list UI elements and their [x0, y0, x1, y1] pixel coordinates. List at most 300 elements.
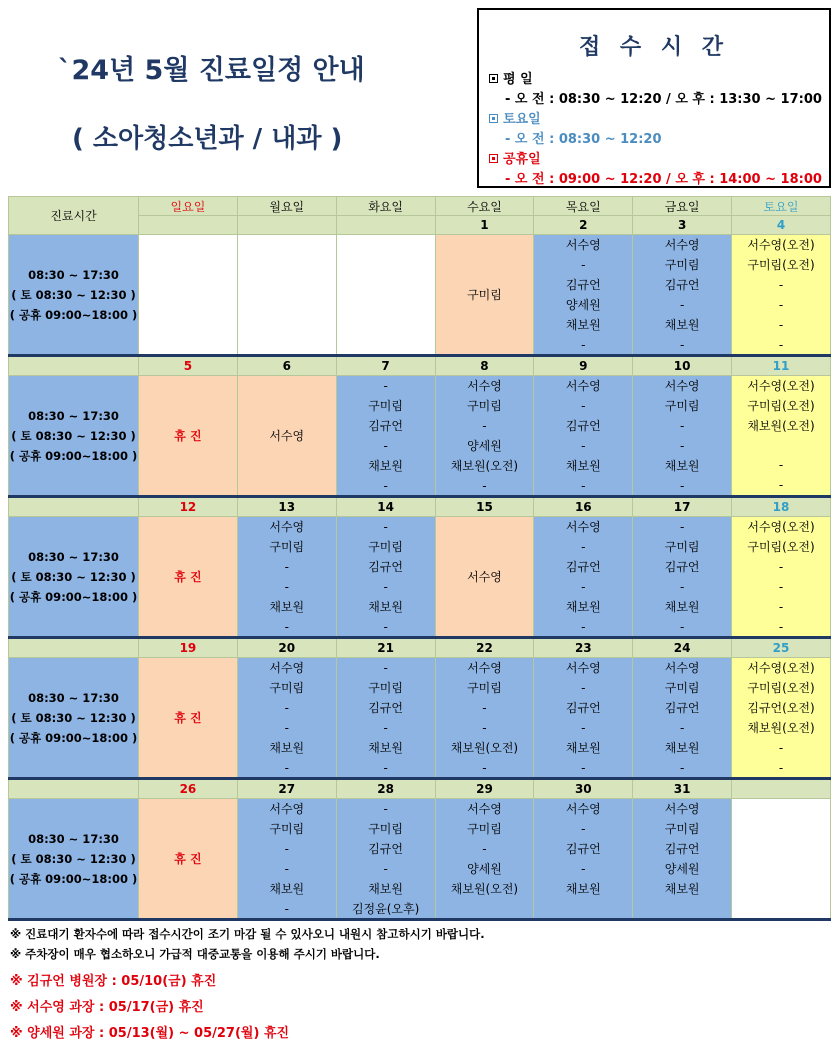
schedule-cell [534, 658, 633, 779]
clinic-hours-line: 08:30 ~ 17:30 [28, 690, 119, 705]
doctor-entry: - [581, 398, 586, 413]
doctor-entry: - [284, 559, 289, 574]
schedule-cell [237, 658, 336, 779]
doctor-entry: 서수영 [565, 237, 601, 252]
doctor-entry: 서수영 [664, 660, 700, 675]
schedule-cell [336, 799, 435, 920]
doctor-entry: 채보원 [664, 882, 700, 896]
date-number: 9 [534, 356, 633, 376]
weekday-label-row [489, 68, 533, 87]
date-number: 4 [732, 216, 831, 235]
doctor-entry: - [778, 579, 784, 594]
doctor-entry: - [778, 599, 784, 614]
note-parking: ※ 주차장이 매우 협소하오니 가급적 대중교통을 이용해 주시기 바랍니다. [10, 947, 380, 961]
doctor-entry: 채보원 [269, 740, 305, 755]
doctor-entry: 김규언 [368, 418, 403, 433]
doctor-entry: - [581, 619, 586, 634]
date-number: 11 [732, 356, 831, 376]
date-number: 17 [633, 497, 732, 517]
doctor-entry: - [679, 720, 685, 735]
schedule-cell [534, 517, 633, 638]
clinic-hours-line: ( 토 08:30 ~ 12:30 ) [11, 851, 136, 866]
doctor-entry: 서수영(오전) [747, 519, 815, 534]
holiday-hours: - 오 전 : 09:00 ~ 12:20 / 오 후 : 14:00 ~ 18:00 [505, 172, 822, 187]
schedule-cell [732, 517, 831, 638]
date-number: 23 [534, 638, 633, 658]
day-header: 토요일 [732, 197, 831, 216]
doctor-entry: 구미림 [664, 398, 700, 413]
doctor-entry: 채보원(오전) [450, 458, 519, 473]
schedule-cell [435, 376, 534, 497]
schedule-cell-content [436, 235, 534, 354]
doctor-entry: 채보원 [565, 599, 601, 614]
schedule-cell-content [139, 517, 237, 636]
doctor-entry: 휴 진 [174, 852, 202, 866]
reception-title: 접 수 시 간 [579, 35, 729, 60]
doctor-entry: - [383, 438, 388, 453]
doctor-entry: 구미림 [664, 822, 700, 836]
doctor-entry: - [482, 700, 487, 715]
doctor-entry: 서수영 [269, 519, 305, 534]
date-number: 6 [237, 356, 336, 376]
schedule-cell-content [139, 799, 237, 918]
day-header: 목요일 [534, 197, 633, 216]
date-number [139, 216, 238, 235]
doctor-entry: - [778, 559, 784, 574]
doctor-entry: 구미림 [467, 288, 502, 302]
day-header: 일요일 [139, 197, 238, 216]
closure-note-3: ※ 양세원 과장 : 05/13(월) ~ 05/27(월) 휴진 [10, 1026, 290, 1041]
doctor-entry: 채보원(오전) [450, 882, 519, 896]
doctor-entry: - [383, 720, 388, 735]
doctor-entry [534, 899, 632, 918]
date-number: 24 [633, 638, 732, 658]
doctor-entry: - [383, 579, 388, 594]
schedule-cell-content [139, 235, 237, 354]
doctor-entry: 구미림(오전) [747, 257, 815, 272]
doctor-entry: 김규언 [565, 700, 601, 715]
doctor-entry: 서수영 [269, 801, 305, 816]
doctor-entry: 채보원 [664, 599, 700, 614]
doctor-entry: 구미림 [467, 680, 502, 695]
doctor-entry: - [383, 760, 388, 775]
schedule-cell [237, 235, 336, 356]
doctor-entry: - [581, 720, 586, 735]
schedule-cell [139, 658, 238, 779]
clinic-hours-line: ( 공휴 09:00~18:00 ) [9, 589, 138, 604]
schedule-cell [633, 235, 732, 356]
doctor-entry: 채보원 [368, 881, 403, 896]
schedule-cell [534, 799, 633, 920]
schedule-cell [633, 658, 732, 779]
date-number: 12 [139, 497, 238, 517]
date-number: 30 [534, 779, 633, 799]
doctor-entry: 구미림 [368, 680, 403, 695]
doctor-entry: 채보원(오전) [747, 419, 815, 433]
doctor-entry: - [778, 740, 784, 755]
date-number: 21 [336, 638, 435, 658]
doctor-entry: 서수영(오전) [747, 660, 815, 675]
date-number: 20 [237, 638, 336, 658]
doctor-entry: 서수영(오전) [747, 379, 815, 393]
clinic-hours-line: ( 토 08:30 ~ 12:30 ) [11, 710, 136, 725]
schedule-cell [435, 517, 534, 638]
doctor-entry: 양세원 [467, 438, 502, 453]
doctor-entry: 채보원(오전) [747, 720, 815, 735]
doctor-entry: - [581, 822, 586, 836]
date-row-blank [9, 356, 139, 376]
schedule-cell [633, 799, 732, 920]
doctor-entry: - [679, 297, 685, 312]
date-number [336, 216, 435, 235]
day-header: 화요일 [336, 197, 435, 216]
doctor-entry: - [581, 539, 586, 554]
doctor-entry: 서수영 [664, 237, 700, 252]
clinic-hours-line: 08:30 ~ 17:30 [28, 408, 119, 423]
schedule-cell [435, 799, 534, 920]
doctor-entry: 구미림(오전) [747, 539, 815, 554]
schedule-cell-content [337, 517, 435, 636]
schedule-cell [336, 658, 435, 779]
doctor-entry: 양세원 [467, 862, 502, 876]
schedule-cell [237, 376, 336, 497]
doctor-entry: 채보원 [368, 740, 403, 755]
schedule-cell-content [337, 376, 435, 495]
doctor-entry: - [778, 478, 784, 492]
doctor-entry: 김규언 [565, 842, 601, 856]
weekday-label: 평 일 [503, 72, 533, 87]
date-number: 18 [732, 497, 831, 517]
schedule-cell [237, 517, 336, 638]
date-row-blank [9, 779, 139, 799]
date-number: 29 [435, 779, 534, 799]
doctor-entry: 서수영 [664, 378, 700, 393]
schedule-cell [336, 517, 435, 638]
schedule-cell-content [633, 235, 731, 354]
square-bullet-icon [489, 114, 498, 123]
schedule-cell-content [732, 376, 830, 495]
schedule-cell-content [732, 235, 830, 354]
schedule-cell [534, 235, 633, 356]
holiday-label: 공휴일 [503, 152, 541, 167]
date-number [237, 216, 336, 235]
clinic-hours-cell [9, 658, 139, 779]
doctor-entry: - [482, 720, 487, 735]
doctor-entry: 휴 진 [174, 570, 202, 584]
doctor-entry: 채보원 [664, 458, 700, 473]
doctor-entry: - [581, 862, 586, 876]
square-bullet-icon [489, 74, 498, 83]
date-number: 8 [435, 356, 534, 376]
doctor-entry: 김규언 [664, 842, 700, 856]
schedule-cell-content [238, 235, 336, 354]
schedule-calendar [8, 196, 831, 921]
schedule-cell-content [732, 658, 830, 777]
doctor-entry: - [284, 720, 289, 735]
doctor-entry: 서수영 [467, 660, 502, 675]
doctor-entry: - [383, 519, 388, 534]
date-number: 1 [435, 216, 534, 235]
clinic-hours-line: ( 토 08:30 ~ 12:30 ) [11, 287, 136, 302]
doctor-entry: - [482, 842, 487, 856]
doctor-entry: - [778, 277, 784, 292]
date-number: 3 [633, 216, 732, 235]
doctor-entry: 채보원 [269, 881, 305, 896]
clinic-hours-line: ( 토 08:30 ~ 12:30 ) [11, 569, 136, 584]
schedule-cell-content [633, 799, 731, 918]
doctor-entry: 서수영 [565, 660, 601, 675]
doctor-entry: 구미림 [664, 257, 700, 272]
schedule-cell-content [436, 799, 534, 918]
doctor-entry: 채보원 [269, 599, 305, 614]
doctor-entry: 서수영 [467, 378, 502, 393]
schedule-cell [139, 799, 238, 920]
holiday-label-row [489, 148, 541, 167]
doctor-entry: 김규언 [565, 418, 601, 433]
doctor-entry: 채보원 [368, 458, 403, 473]
saturday-label: 토요일 [503, 112, 541, 127]
schedule-cell-content [534, 376, 632, 495]
schedule-cell-content [633, 517, 731, 636]
doctor-entry: 김규언(오전) [747, 700, 815, 715]
doctor-entry: 구미림 [467, 822, 502, 836]
doctor-entry: 김규언 [664, 700, 700, 715]
doctor-entry: - [383, 478, 388, 493]
doctor-entry: - [581, 579, 586, 594]
date-number: 22 [435, 638, 534, 658]
doctor-entry: - [778, 337, 784, 352]
doctor-entry: - [383, 660, 388, 675]
square-bullet-icon [489, 154, 498, 163]
schedule-cell [534, 376, 633, 497]
doctor-entry: - [679, 519, 685, 534]
date-number: 27 [237, 779, 336, 799]
closure-note-1: ※ 김규언 병원장 : 05/10(금) 휴진 [10, 974, 217, 989]
date-number: 31 [633, 779, 732, 799]
schedule-cell [139, 517, 238, 638]
weekday-hours: - 오 전 : 08:30 ~ 12:20 / 오 후 : 13:30 ~ 17:00 [505, 92, 822, 107]
doctor-entry: 서수영 [565, 519, 601, 534]
date-number [732, 779, 831, 799]
doctor-entry: - [284, 841, 289, 856]
schedule-cell-content [436, 376, 534, 495]
clinic-hours-line: ( 토 08:30 ~ 12:30 ) [11, 428, 136, 443]
doctor-entry: 김규언 [664, 559, 700, 574]
doctor-entry: 구미림 [269, 680, 305, 695]
doctor-entry: - [482, 418, 487, 433]
clinic-hours-line: ( 공휴 09:00~18:00 ) [9, 307, 138, 322]
note-waiting: ※ 진료대기 환자수에 따라 접수시간이 조기 마감 될 수 있사오니 내원시 참고하시기 바랍니다. [10, 927, 485, 941]
doctor-entry: - [581, 760, 586, 775]
doctor-entry: 김규언 [368, 559, 403, 574]
schedule-cell-content [238, 517, 336, 636]
schedule-cell-content [436, 517, 534, 636]
doctor-entry: 김정윤(오후) [351, 901, 420, 916]
doctor-entry: 채보원 [664, 740, 700, 755]
doctor-entry: 김규언 [664, 277, 700, 292]
doctor-entry: 김규언 [565, 277, 601, 292]
doctor-entry: - [284, 579, 289, 594]
doctor-entry: - [679, 438, 685, 453]
schedule-cell [732, 658, 831, 779]
date-number: 2 [534, 216, 633, 235]
date-number: 25 [732, 638, 831, 658]
reception-hours-box [477, 8, 831, 188]
schedule-cell-content [436, 658, 534, 777]
schedule-cell-content [139, 376, 237, 495]
doctor-entry: 구미림 [664, 680, 700, 695]
doctor-entry: 구미림 [269, 539, 305, 554]
doctor-entry: - [581, 478, 586, 493]
schedule-cell-content [337, 799, 435, 918]
doctor-entry: - [679, 619, 685, 634]
doctor-entry: 구미림 [467, 398, 502, 413]
doctor-entry: - [778, 317, 784, 332]
schedule-cell [435, 235, 534, 356]
doctor-entry: - [581, 680, 586, 695]
doctor-entry: 구미림(오전) [747, 399, 815, 413]
doctor-entry: 채보원 [565, 458, 601, 473]
doctor-entry: - [778, 760, 784, 775]
date-number: 5 [139, 356, 238, 376]
day-header: 수요일 [435, 197, 534, 216]
schedule-cell-content [534, 235, 632, 354]
schedule-cell [139, 235, 238, 356]
doctor-entry [732, 436, 830, 455]
date-number: 16 [534, 497, 633, 517]
doctor-entry: - [383, 619, 388, 634]
date-number: 28 [336, 779, 435, 799]
doctor-entry [436, 899, 534, 918]
schedule-cell-content [633, 376, 731, 495]
doctor-entry: - [284, 861, 289, 876]
doctor-entry: 양세원 [664, 862, 700, 876]
date-number: 13 [237, 497, 336, 517]
doctor-entry: - [778, 297, 784, 312]
doctor-entry: 휴 진 [174, 429, 202, 443]
doctor-entry: 구미림 [368, 398, 403, 413]
doctor-entry: - [679, 579, 685, 594]
doctor-entry: - [581, 257, 586, 272]
doctor-entry: - [383, 801, 388, 816]
clinic-hours-line: 08:30 ~ 17:30 [28, 267, 119, 282]
doctor-entry: - [383, 378, 388, 393]
doctor-entry: - [383, 861, 388, 876]
saturday-label-row [489, 108, 541, 127]
day-header: 월요일 [237, 197, 336, 216]
doctor-entry: 구미림 [368, 539, 403, 554]
doctor-entry: 구미림 [269, 821, 305, 836]
date-number: 14 [336, 497, 435, 517]
schedule-cell-content [337, 658, 435, 777]
date-number: 26 [139, 779, 238, 799]
doctor-entry: - [679, 418, 685, 433]
doctor-entry: 서수영(오전) [747, 237, 815, 252]
clinic-hours-line: ( 공휴 09:00~18:00 ) [9, 730, 138, 745]
doctor-entry: - [679, 760, 685, 775]
doctor-entry: - [778, 458, 784, 472]
doctor-entry: - [284, 619, 289, 634]
clinic-hours-line: ( 공휴 09:00~18:00 ) [9, 448, 138, 463]
page-title: `24년 5월 진료일정 안내 [58, 55, 365, 86]
doctor-entry: 채보원 [565, 317, 601, 332]
doctor-entry: 서수영 [467, 570, 502, 584]
clinic-hours-line: 08:30 ~ 17:30 [28, 549, 119, 564]
doctor-entry: - [284, 760, 289, 775]
doctor-entry: - [679, 337, 685, 352]
doctor-entry: - [482, 760, 487, 775]
doctor-entry: 채보원 [368, 599, 403, 614]
doctor-entry: - [778, 619, 784, 634]
doctor-entry: 구미림(오전) [747, 680, 815, 695]
schedule-cell-content [534, 799, 632, 918]
schedule-cell [633, 517, 732, 638]
schedule-cell [139, 376, 238, 497]
schedule-cell [732, 799, 831, 920]
doctor-entry: 채보원 [565, 740, 601, 755]
saturday-hours: - 오 전 : 08:30 ~ 12:20 [505, 132, 662, 147]
schedule-cell-content [238, 376, 336, 495]
doctor-entry: 채보원 [565, 882, 601, 896]
schedule-cell [732, 376, 831, 497]
doctor-entry: 김규언 [368, 700, 403, 715]
doctor-entry: 휴 진 [174, 711, 202, 725]
schedule-cell-content [337, 235, 435, 354]
doctor-entry: 서수영 [467, 802, 502, 816]
doctor-entry: 서수영 [269, 660, 305, 675]
doctor-entry: 서수영 [269, 429, 305, 443]
schedule-cell-content [534, 658, 632, 777]
doctor-entry: 김규언 [368, 841, 403, 856]
date-number: 19 [139, 638, 238, 658]
date-row-blank [9, 497, 139, 517]
doctor-entry: 채보원(오전) [450, 740, 519, 755]
doctor-entry: - [482, 478, 487, 493]
clinic-hours-cell [9, 235, 139, 356]
doctor-entry: 서수영 [565, 802, 601, 816]
doctor-entry: 서수영 [664, 802, 700, 816]
schedule-cell-content [534, 517, 632, 636]
doctor-entry: 김규언 [565, 559, 601, 574]
doctor-entry [633, 899, 731, 918]
schedule-cell-content [238, 658, 336, 777]
clinic-hours-cell [9, 517, 139, 638]
schedule-cell-content [732, 799, 830, 918]
schedule-cell-content [633, 658, 731, 777]
schedule-cell [336, 235, 435, 356]
doctor-entry: - [679, 478, 685, 493]
page-subtitle: ( 소아청소년과 / 내과 ) [72, 124, 343, 154]
doctor-entry: - [284, 700, 289, 715]
schedule-cell-content [238, 799, 336, 918]
doctor-entry: 채보원 [664, 317, 700, 332]
doctor-entry: - [581, 337, 586, 352]
clinic-hours-line: ( 공휴 09:00~18:00 ) [9, 871, 138, 886]
date-row-blank [9, 638, 139, 658]
doctor-entry: - [581, 438, 586, 453]
day-header: 금요일 [633, 197, 732, 216]
clinic-hours-line: 08:30 ~ 17:30 [28, 831, 119, 846]
doctor-entry: 서수영 [565, 378, 601, 393]
clinic-hours-cell [9, 376, 139, 497]
closure-note-2: ※ 서수영 과장 : 05/17(금) 휴진 [10, 1000, 204, 1015]
date-number: 7 [336, 356, 435, 376]
date-number: 10 [633, 356, 732, 376]
doctor-entry: 구미림 [664, 539, 700, 554]
clinic-hours-cell [9, 799, 139, 920]
date-number: 15 [435, 497, 534, 517]
schedule-cell-content [732, 517, 830, 636]
